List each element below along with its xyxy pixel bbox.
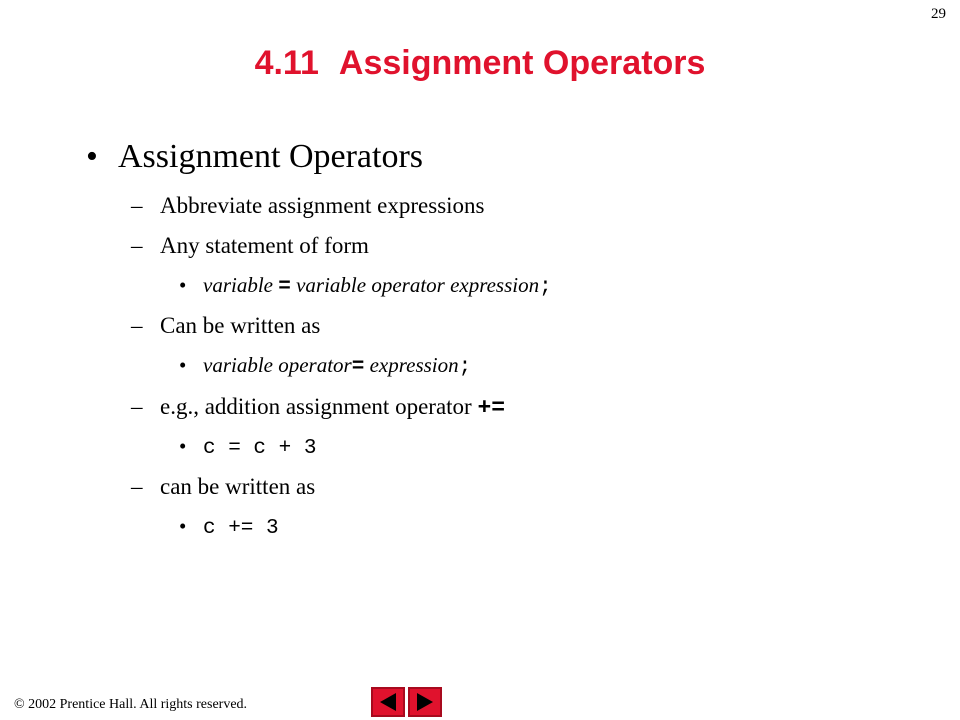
bullet-heading — [86, 138, 423, 176]
sub-item-code1 — [179, 434, 316, 460]
code-example: c += 3 — [203, 517, 279, 540]
section-number: 4.11 — [254, 44, 319, 82]
operator-code: += — [477, 395, 506, 421]
sub-item-code2 — [179, 514, 279, 540]
heading-text: Assignment Operators — [118, 138, 424, 175]
bullet-marker: • — [179, 434, 187, 458]
code-example: c = c + 3 — [203, 437, 317, 460]
copyright-footer — [14, 697, 247, 713]
dash-marker: – — [131, 193, 143, 218]
dash-marker: – — [131, 394, 143, 419]
form-variable: variable — [203, 273, 273, 297]
bullet-marker: • — [86, 138, 98, 175]
form-rhs: variable operator expression — [296, 273, 540, 297]
dash-marker: – — [131, 313, 143, 338]
item-text: Abbreviate assignment expressions — [160, 193, 485, 218]
section-title: Assignment Operators — [338, 44, 706, 82]
dash-marker: – — [131, 233, 143, 258]
form-semicolon: ; — [458, 356, 472, 379]
list-item — [131, 233, 369, 259]
slide-title — [0, 44, 960, 83]
item-text: can be written as — [160, 474, 316, 499]
copyright-text: 2002 Prentice Hall. All rights reserved. — [28, 697, 248, 712]
form-expression: expression — [369, 353, 459, 377]
sub-item-form2 — [179, 353, 471, 379]
list-item — [131, 193, 484, 219]
form-variable-operator: variable operator — [203, 353, 352, 377]
copyright-icon: © — [14, 697, 25, 712]
item-text: Can be written as — [160, 313, 321, 338]
list-item — [131, 394, 505, 421]
triangle-left-icon — [373, 689, 403, 715]
previous-slide-button[interactable] — [371, 687, 405, 717]
list-item — [131, 313, 320, 339]
triangle-right-icon — [410, 689, 440, 715]
form-equals: = — [351, 356, 365, 379]
item-text: Any statement of form — [160, 233, 369, 258]
bullet-marker: • — [179, 273, 187, 297]
list-item — [131, 474, 315, 500]
sub-item-form1 — [179, 273, 552, 299]
slide-number: 29 — [931, 6, 946, 22]
form-semicolon: ; — [539, 276, 552, 299]
next-slide-button[interactable] — [408, 687, 442, 717]
dash-marker: – — [131, 474, 143, 499]
bullet-marker: • — [179, 514, 187, 538]
form-equals: = — [278, 276, 291, 299]
bullet-marker: • — [179, 353, 187, 377]
item-text: e.g., addition assignment operator — [160, 394, 472, 419]
